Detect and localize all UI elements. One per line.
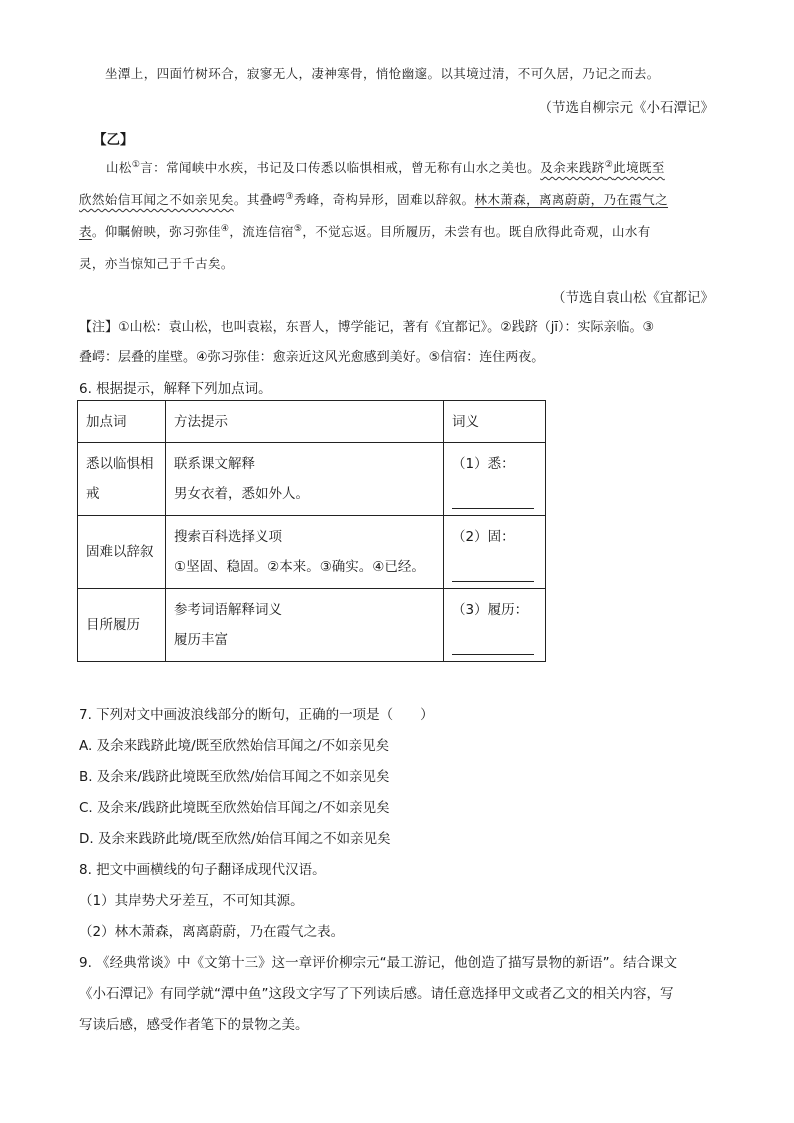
passage-a-source: （节选自柳宗元《小石潭记》: [538, 100, 714, 116]
passage-a-text: 坐潭上，四面竹树环合，寂寥无人，凄神寒骨，悄怆幽邃。以其境过清，不可久居，乃记之而去。: [105, 66, 660, 81]
table-cell-answer[interactable]: （3）履历：: [444, 589, 546, 662]
table-cell-word: 悉以临惧相 戒: [78, 443, 166, 516]
option-b[interactable]: B. 及余来/践跻此境既至欣然/始信耳闻之不如亲见矣: [79, 769, 390, 785]
table-header: 方法提示: [166, 401, 444, 443]
option-c[interactable]: C. 及余来/践跻此境既至欣然始信耳闻之/不如亲见矣: [79, 800, 390, 816]
question-6-stem: 6. 根据提示，解释下列加点词。: [79, 381, 272, 397]
passage-b-line-4: 灵，亦当惊知己于千古矣。: [79, 256, 234, 271]
passage-b-line-1: 山松①言：常闻峡中水疾，书记及口传悉以临惧相戒，曾无称有山水之美也。及余来践跻②此境既至: [106, 159, 665, 175]
answer-blank: [452, 567, 534, 582]
straight-underline-segment: 林木萧森，离离蔚蔚，乃在霞气之: [474, 192, 669, 207]
option-d[interactable]: D. 及余来践跻此境/既至欣然/始信耳闻之不如亲见矣: [79, 831, 391, 847]
table-header: 词义: [444, 401, 546, 443]
notes-line-2: 叠崿：层叠的崖壁。④弥习弥佳：愈亲近这风光愈感到美好。⑤信宿：连住两夜。: [79, 350, 545, 365]
question-6-table: [77, 400, 546, 662]
table-cell-word: 目所履历: [78, 589, 166, 662]
table-row: [78, 443, 546, 516]
passage-b-line-2: 欣然始信耳闻之不如亲见矣。其叠崿③秀峰，奇构异形，固难以辞叙。林木萧森，离离蔚蔚，乃在霞气之: [79, 191, 669, 207]
passage-b-heading: 【乙】: [93, 132, 134, 148]
table-cell-hint: 联系课文解释 男女衣着，悉如外人。: [166, 443, 444, 516]
table-cell-hint: 参考词语解释词义 履历丰富: [166, 589, 444, 662]
question-8-item-1: （1）其岸势犬牙差互，不可知其源。: [79, 893, 304, 909]
table-row: [78, 516, 546, 589]
question-9-line-3: 写读后感，感受作者笔下的景物之美。: [79, 1017, 309, 1033]
passage-b-line-3: 表。仰瞩俯映，弥习弥佳④，流连信宿⑤，不觉忘返。目所履历，未尝有也。既自欣得此奇观，山水有: [79, 223, 651, 239]
question-7-stem: 7. 下列对文中画波浪线部分的断句，正确的一项是（ ）: [79, 707, 434, 723]
table-cell-answer[interactable]: （1）悉：: [444, 443, 546, 516]
wavy-underline-segment: 及余来践跻②此境既至: [540, 159, 665, 175]
wavy-underline-segment: 欣然始信耳闻之不如亲见矣: [79, 192, 234, 207]
table-cell-hint: 搜索百科选择义项 ①坚固、稳固。②本来。③确实。④已经。: [166, 516, 444, 589]
answer-blank: [452, 640, 534, 655]
option-a[interactable]: A. 及余来践跻此境/既至欣然始信耳闻之/不如亲见矣: [79, 738, 390, 754]
notes-line-1: 【注】①山松：袁山松，也叫袁崧，东晋人，博学能记，著有《宜都记》。②践跻（jī）：实际亲临。③: [79, 320, 655, 335]
passage-b-source: （节选自袁山松《宜都记》: [552, 290, 714, 306]
question-8-stem: 8. 把文中画横线的句子翻译成现代汉语。: [79, 862, 326, 878]
table-row: [78, 589, 546, 662]
straight-underline-segment: 表: [79, 224, 92, 239]
table-cell-word: 固难以辞叙: [78, 516, 166, 589]
answer-blank: [452, 494, 534, 509]
question-9-line-1: 9. 《经典常谈》中《文第十三》这一章评价柳宗元“最工游记，他创造了描写景物的新语”。结合课文: [79, 955, 678, 971]
table-cell-answer[interactable]: （2）固：: [444, 516, 546, 589]
question-8-item-2: （2）林木萧森，离离蔚蔚，乃在霞气之表。: [79, 924, 345, 940]
question-9-line-2: 《小石潭记》有同学就“潭中鱼”这段文字写了下列读后感。请任意选择甲文或者乙文的相关内容，写: [79, 986, 674, 1002]
table-header: 加点词: [78, 401, 166, 443]
